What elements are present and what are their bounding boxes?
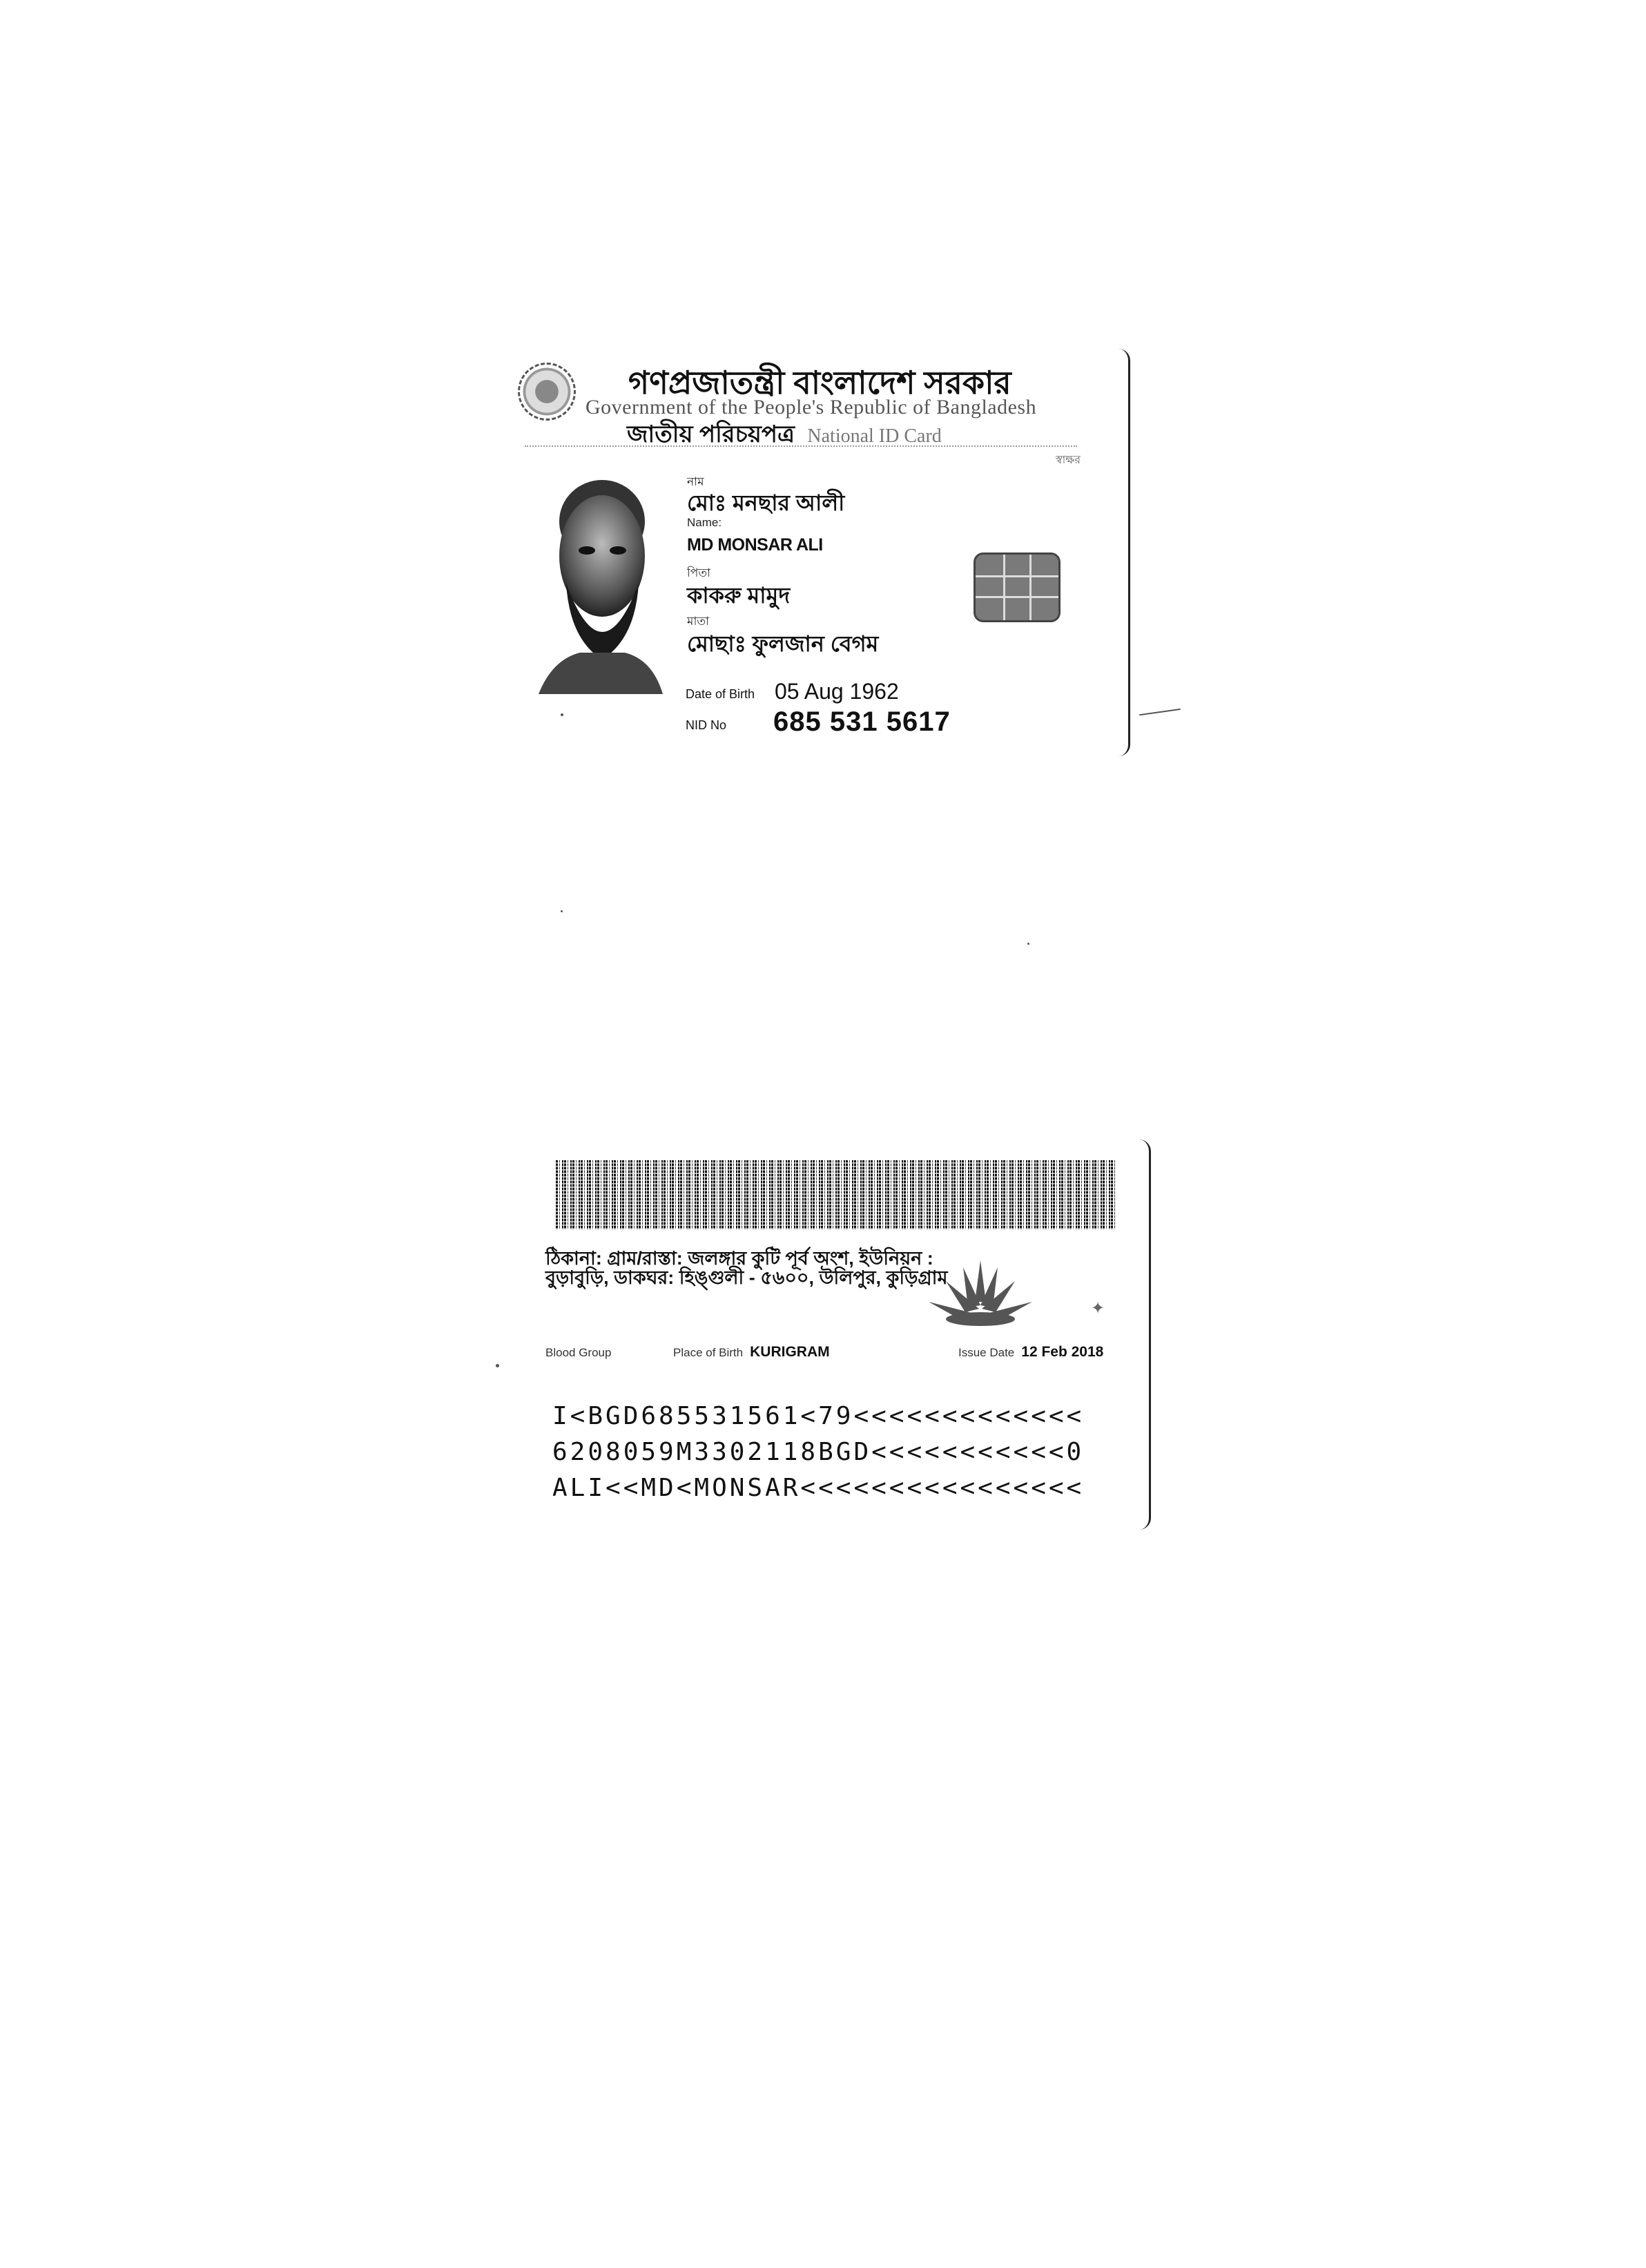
scan-speck — [496, 1364, 499, 1367]
address-value: ঠিকানা: গ্রাম/রাস্তা: জলঙ্গার কুটি পূর্ব অংশ, ইউনিয়ন : বুড়াবুড়ি, ডাকঘর: হিঙ্গুলী - ৫৬০০, উলিপুর, কুড়িগ্রাম — [545, 1248, 948, 1288]
name-bangla-value: মোঃ মনছার আলী — [687, 490, 845, 515]
holder-photo — [539, 473, 663, 694]
header-divider — [525, 445, 1077, 447]
scan-speck — [1139, 709, 1181, 715]
card-edge — [1139, 1140, 1151, 1530]
corner-text: স্বাক্ষর — [1055, 454, 1081, 466]
water-lily-emblem-icon — [925, 1253, 1036, 1329]
government-seal-icon — [518, 363, 576, 421]
nid-label: NID No — [686, 718, 727, 732]
card-title-english: Government of the People's Republic of Bangladesh — [585, 396, 1037, 419]
nid-card-front — [511, 349, 1132, 763]
issue-date-value: 12 Feb 2018 — [1021, 1344, 1104, 1360]
smart-chip-icon — [974, 552, 1061, 622]
card-edge — [1119, 349, 1130, 756]
nid-card-back — [545, 1140, 1153, 1533]
mrz-line-3: ALI<<MD<MONSAR<<<<<<<<<<<<<<<< — [552, 1474, 1085, 1502]
mother-label: মাতা — [687, 615, 710, 628]
blood-group-label: Blood Group — [545, 1346, 612, 1359]
machine-readable-zone — [552, 1399, 1084, 1506]
mrz-line-2: 6208059M3302118BGD<<<<<<<<<<<0 — [552, 1438, 1085, 1466]
scan-speck — [1027, 943, 1029, 945]
card-subtitle-bangla: জাতীয় পরিচয়পত্র — [627, 421, 795, 448]
name-bangla-label: নাম — [687, 475, 704, 488]
card-title-bangla: গণপ্রজাতন্ত্রী বাংলাদেশ সরকার — [628, 365, 1011, 401]
issue-date — [958, 1344, 1103, 1361]
father-label: পিতা — [687, 566, 711, 579]
small-mark-icon: ✦ — [1091, 1299, 1105, 1318]
dob-value: 05 Aug 1962 — [775, 679, 899, 704]
blood-group — [545, 1344, 618, 1361]
place-of-birth-value: KURIGRAM — [750, 1344, 830, 1360]
place-of-birth-label: Place of Birth — [673, 1346, 744, 1359]
dob-label: Date of Birth — [686, 687, 755, 701]
scan-speck — [561, 713, 563, 716]
scan-speck — [561, 910, 563, 912]
name-english-label: Name: — [687, 516, 722, 529]
father-name-value: কাকরু মামুদ — [687, 583, 791, 608]
place-of-birth — [673, 1344, 830, 1361]
card-subtitle-english: National ID Card — [807, 425, 942, 447]
mrz-line-1: I<BGD685531561<79<<<<<<<<<<<<< — [552, 1402, 1085, 1430]
mother-name-value: মোছাঃ ফুলজান বেগম — [687, 631, 879, 656]
issue-date-label: Issue Date — [958, 1346, 1015, 1359]
name-english-value: MD MONSAR ALI — [687, 535, 823, 555]
nid-number-value: 685 531 5617 — [773, 707, 951, 737]
card-subtitle — [627, 416, 942, 456]
